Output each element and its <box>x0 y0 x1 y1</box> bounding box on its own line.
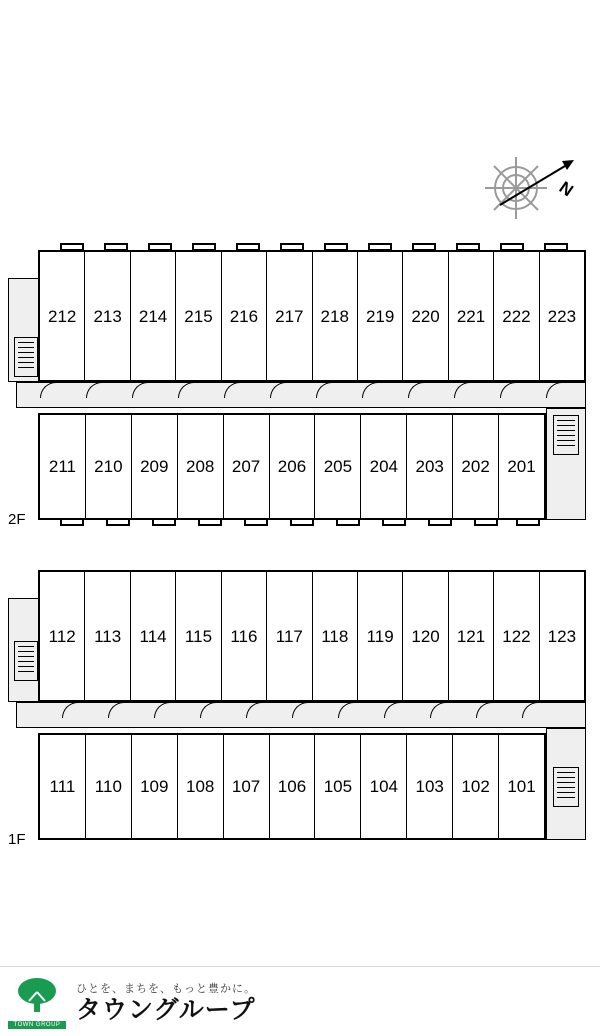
unit-111[interactable] <box>40 735 86 838</box>
unit-106[interactable] <box>270 735 316 838</box>
balcony-notch <box>336 518 360 526</box>
unit-label: 216 <box>229 306 259 326</box>
unit-label: 213 <box>93 306 122 326</box>
unit-label: 217 <box>275 306 304 326</box>
unit-218[interactable] <box>313 252 358 380</box>
unit-label: 121 <box>456 626 486 646</box>
unit-label: 110 <box>94 777 122 796</box>
unit-222[interactable] <box>494 252 539 380</box>
unit-label: 203 <box>415 457 444 476</box>
balcony-notch <box>60 518 84 526</box>
unit-215[interactable] <box>176 252 221 380</box>
unit-210[interactable] <box>86 415 132 518</box>
unit-label: 210 <box>94 457 123 476</box>
unit-105[interactable] <box>315 735 361 838</box>
unit-201[interactable] <box>499 415 544 518</box>
unit-row-1f-upper <box>38 570 586 702</box>
unit-206[interactable] <box>270 415 316 518</box>
unit-label: 209 <box>140 457 169 476</box>
unit-row-1f-lower <box>38 733 546 840</box>
unit-label: 109 <box>140 777 169 796</box>
balcony-notch <box>428 518 452 526</box>
logo-tagline: ひとを、まちを、もっと豊かに。 <box>76 983 256 995</box>
tree-logo-icon <box>8 974 66 1030</box>
floor-caption-1f: 1F <box>8 831 26 848</box>
unit-label: 114 <box>139 626 167 646</box>
unit-label: 218 <box>320 306 349 326</box>
unit-label: 117 <box>275 626 303 646</box>
unit-label: 123 <box>547 626 577 646</box>
unit-label: 223 <box>547 306 577 326</box>
unit-label: 120 <box>411 626 440 646</box>
unit-203[interactable] <box>407 415 453 518</box>
unit-label: 212 <box>48 306 77 326</box>
unit-115[interactable] <box>176 572 221 700</box>
unit-label: 221 <box>456 306 486 326</box>
unit-121[interactable] <box>449 572 494 700</box>
balcony-notch <box>198 518 222 526</box>
unit-label: 205 <box>323 457 353 476</box>
unit-101[interactable] <box>499 735 544 838</box>
unit-110[interactable] <box>86 735 132 838</box>
unit-label: 220 <box>411 306 440 326</box>
unit-label: 104 <box>369 777 398 796</box>
balcony-notch <box>516 518 540 526</box>
unit-208[interactable] <box>178 415 224 518</box>
unit-label: 108 <box>185 777 215 796</box>
unit-label: 106 <box>277 777 307 796</box>
unit-108[interactable] <box>178 735 224 838</box>
unit-113[interactable] <box>85 572 130 700</box>
unit-204[interactable] <box>361 415 407 518</box>
unit-label: 222 <box>502 306 531 326</box>
unit-123[interactable] <box>540 572 584 700</box>
compass-rose-icon <box>470 145 590 235</box>
balcony-notch <box>106 518 130 526</box>
unit-221[interactable] <box>449 252 494 380</box>
unit-205[interactable] <box>315 415 361 518</box>
unit-label: 115 <box>184 626 213 646</box>
unit-103[interactable] <box>407 735 453 838</box>
unit-217[interactable] <box>267 252 312 380</box>
unit-label: 204 <box>369 457 398 476</box>
unit-219[interactable] <box>358 252 403 380</box>
footer-branding <box>0 966 600 1036</box>
balcony-notch <box>152 518 176 526</box>
unit-label: 107 <box>231 777 261 796</box>
unit-112[interactable] <box>40 572 85 700</box>
stairs-right-1f <box>546 728 586 840</box>
unit-223[interactable] <box>540 252 584 380</box>
unit-label: 103 <box>415 777 444 796</box>
unit-label: 105 <box>323 777 353 796</box>
unit-214[interactable] <box>131 252 176 380</box>
unit-label: 211 <box>48 457 76 476</box>
unit-104[interactable] <box>361 735 407 838</box>
unit-label: 206 <box>277 457 307 476</box>
balcony-notch <box>474 518 498 526</box>
unit-117[interactable] <box>267 572 312 700</box>
logo-badge: TOWN GROUP <box>8 1021 66 1029</box>
unit-119[interactable] <box>358 572 403 700</box>
floor-caption-2f: 2F <box>8 511 26 528</box>
unit-label: 119 <box>366 626 394 646</box>
unit-207[interactable] <box>224 415 270 518</box>
unit-212[interactable] <box>40 252 85 380</box>
unit-122[interactable] <box>494 572 539 700</box>
unit-107[interactable] <box>224 735 270 838</box>
unit-label: 208 <box>185 457 215 476</box>
unit-102[interactable] <box>453 735 499 838</box>
balcony-notch <box>382 518 406 526</box>
balcony-notch <box>244 518 268 526</box>
unit-label: 111 <box>49 777 76 796</box>
unit-label: 202 <box>461 457 490 476</box>
unit-213[interactable] <box>85 252 130 380</box>
unit-label: 201 <box>507 457 536 476</box>
balcony-notch <box>290 518 314 526</box>
logo-brand-name: タウングループ <box>76 996 256 1024</box>
unit-label: 207 <box>231 457 261 476</box>
unit-label: 102 <box>461 777 490 796</box>
unit-label: 122 <box>502 626 531 646</box>
unit-row-2f-lower <box>38 413 546 520</box>
unit-label: 116 <box>230 626 258 646</box>
unit-row-2f-upper <box>38 250 586 382</box>
unit-label: 215 <box>184 306 213 326</box>
unit-220[interactable] <box>403 252 448 380</box>
unit-label: 101 <box>507 777 536 796</box>
unit-202[interactable] <box>453 415 499 518</box>
stairs-right-2f <box>546 408 586 520</box>
unit-label: 113 <box>94 626 122 646</box>
unit-216[interactable] <box>222 252 267 380</box>
unit-label: 112 <box>48 626 76 646</box>
unit-120[interactable] <box>403 572 448 700</box>
unit-209[interactable] <box>132 415 178 518</box>
unit-114[interactable] <box>131 572 176 700</box>
compass-north-label: N <box>555 177 577 201</box>
unit-label: 118 <box>321 626 349 646</box>
unit-116[interactable] <box>222 572 267 700</box>
unit-109[interactable] <box>132 735 178 838</box>
unit-label: 214 <box>138 306 168 326</box>
unit-label: 219 <box>365 306 395 326</box>
unit-118[interactable] <box>313 572 358 700</box>
unit-211[interactable] <box>40 415 86 518</box>
